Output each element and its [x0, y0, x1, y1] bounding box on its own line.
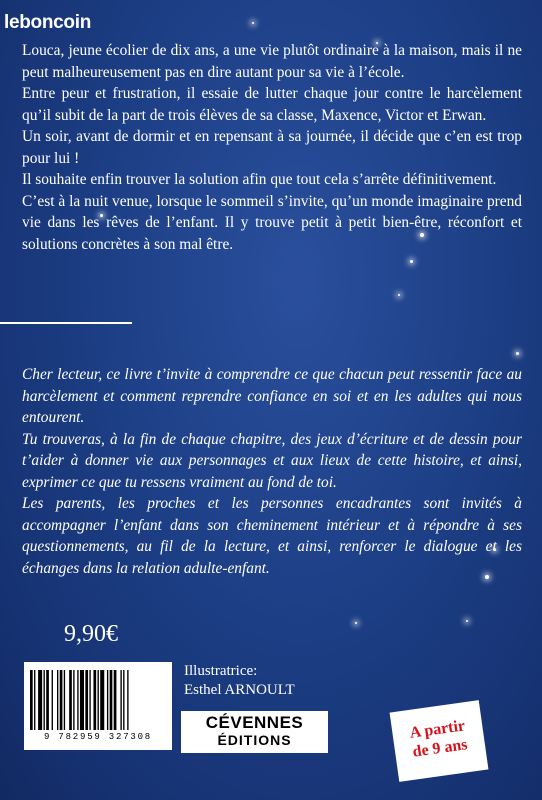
barcode-bar: [77, 670, 78, 730]
barcode-bar: [114, 670, 117, 730]
barcode-bar: [30, 670, 33, 730]
barcode-bar: [107, 670, 108, 730]
reader-address-text: [22, 364, 522, 579]
age-badge-line1: A partir: [408, 717, 467, 742]
barcode-bar: [69, 670, 72, 730]
isbn-barcode: [24, 662, 172, 750]
synopsis-paragraph: Entre peur et frustration, il essaie de lutter chaque jour contre le harcèlement qu’il subit de la part de trois élèves de sa classe, Maxence, Victor et Erwan.: [22, 85, 522, 124]
barcode-bar: [38, 670, 42, 730]
publisher-logo: [181, 711, 328, 753]
age-badge: [390, 700, 489, 782]
barcode-bar: [73, 670, 74, 730]
barcode-bar: [100, 670, 104, 730]
barcode-bar: [89, 670, 90, 730]
illustrator-label: Illustratrice:: [184, 663, 258, 679]
star-decoration: [355, 622, 357, 624]
star-decoration: [398, 294, 400, 296]
publisher-subname: ÉDITIONS: [217, 732, 292, 748]
barcode-bar: [44, 670, 45, 730]
price-label: 9,90€: [64, 621, 118, 647]
barcode-bar: [123, 670, 124, 730]
barcode-bar: [57, 670, 58, 730]
leboncoin-watermark: leboncoin: [4, 12, 92, 33]
age-badge-line2: de 9 ans: [411, 736, 469, 761]
barcode-bar: [60, 670, 63, 730]
address-paragraph: Cher lecteur, ce livre t’invite à comprendre ce que chacun peut ressentir face au harcèlement et comment reprendre confiance en soi et en les adultes qui nous entourent.: [22, 366, 522, 426]
barcode-bar: [85, 670, 88, 730]
barcode-bar: [52, 670, 53, 730]
barcode-bar: [127, 670, 128, 730]
synopsis-paragraph: Il souhaite enfin trouver la solution afin que tout cela s’arrête définitivement.: [22, 171, 497, 188]
synopsis-paragraph: Louca, jeune écolier de dix ans, a une vie plutôt ordinaire à la maison, mais il ne peut malheureusement pas en dire autant pour sa vie à l’école.: [22, 42, 522, 81]
barcode-bar: [110, 670, 113, 730]
star-decoration: [252, 22, 254, 24]
star-decoration: [466, 620, 468, 622]
publisher-name: CÉVENNES: [205, 713, 304, 732]
barcode-bar: [34, 670, 35, 730]
illustrator-name: Esthel ARNOULT: [184, 682, 295, 698]
barcode-bars: [30, 670, 166, 730]
barcode-bar: [46, 670, 49, 730]
barcode-bar: [80, 670, 84, 730]
address-paragraph: Tu trouveras, à la fin de chaque chapitre, des jeux d’écriture et de dessin pour t’aider à donner vie aux personnages et aux lieux de cette histoire, et ainsi, exprimer ce que tu ressens vraiment au fond de toi.: [22, 430, 522, 491]
synopsis-text: [22, 40, 522, 255]
divider-line: [0, 322, 132, 324]
star-decoration: [516, 352, 519, 355]
illustrator-credit: [184, 662, 295, 700]
barcode-bar: [93, 670, 96, 730]
barcode-bar: [120, 670, 121, 730]
synopsis-paragraph: Un soir, avant de dormir et en repensant à sa journée, il décide que c’en est trop pour lui !: [22, 128, 522, 167]
barcode-bar: [64, 670, 65, 730]
barcode-digits: 9 782959 327308: [43, 732, 152, 742]
address-paragraph: Les parents, les proches et les personnes encadrantes sont invités à accompagner l’enfant dans son cheminement intérieur et à répondre à ses questionnements, au fil de la lecture, et ainsi, renforcer le dialogue et les échanges dans la relation adulte-enfant.: [22, 495, 522, 577]
barcode-bar: [98, 670, 99, 730]
synopsis-paragraph: C’est à la nuit venue, lorsque le sommeil s’invite, qu’un monde imaginaire prend vie dans les rêves de l’enfant. Il y trouve petit à petit bien-être, réconfort et solutions concrètes à son mal être.: [22, 192, 522, 253]
star-decoration: [410, 260, 413, 263]
